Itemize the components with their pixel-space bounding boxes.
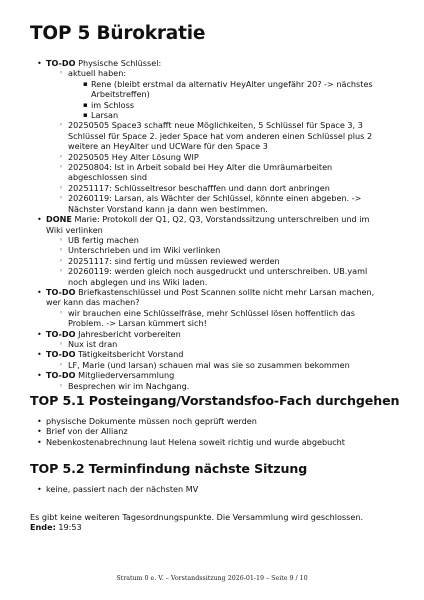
list-item [34, 214, 384, 287]
item-text: Rene (bleibt erstmal da alternativ HeyAlter ungefähr 20? -> nächstes Arbeitstreffen) [91, 78, 373, 100]
item-text: Nebenkostenabrechnung laut Helena soweit richtig und wurde abgebucht [46, 436, 345, 447]
item-text: im Schloss [91, 99, 135, 110]
item-text: 20260119: Larsan, als Wächter der Schlüssel, könnte einen abgeben. -> Nächster Vorstand kann ja dann wen bestimmen. [68, 193, 362, 214]
item-text: wir brauchen eine Schlüsselfräse, mehr Schlüssel lösen hoffentlich das Problem. -> Larsan kümmert sich! [68, 307, 355, 329]
item-text: UB fertig machen [68, 234, 139, 245]
item-text: Brief von der Allianz [46, 426, 128, 437]
sub-list-item [58, 339, 384, 349]
sub-sub-list-item [82, 110, 384, 120]
sub-list-item [58, 68, 384, 120]
list-item [34, 58, 384, 214]
sub-list-item [58, 256, 384, 266]
list-item [34, 349, 384, 370]
page-footer: Stratum 0 e. V. – Vorstandssitzung 2026-01-19 – Seite 9 / 10 [116, 575, 308, 582]
top52-list [34, 484, 384, 494]
top5-list [34, 58, 384, 391]
sub-list-item [58, 152, 384, 162]
item-text: 20250804: Ist in Arbeit sobald bei Hey Alter die Umräumarbeiten abgeschlossen sind [68, 162, 333, 183]
sub-list-item [58, 360, 384, 370]
item-text: keine, passiert nach der nächsten MV [46, 484, 199, 494]
item-text: Nux ist dran [68, 338, 118, 349]
sub-list-item [58, 266, 384, 287]
item-text: Jahresbericht vorbereiten [75, 328, 181, 339]
item-text: 20260119: werden gleich noch ausgedruckt und unterschreiben. UB.yaml noch abglegen und ins Wiki laden. [68, 266, 368, 287]
item-text: 20250505 Space3 schafft neue Möglichkeiten, 5 Schlüssel für Space 3, 3 Schlüssel für Space 2. jeder Space hat vom anderen einen Schlüssel plus 2 weitere an HeyAlter und UCWare für den Space 3 [68, 120, 373, 152]
item-text: Larsan [91, 110, 119, 121]
list-item [34, 287, 384, 329]
sub-list-item [58, 162, 384, 183]
sub-list-item [58, 183, 384, 193]
item-text: Besprechen wir im Nachgang. [68, 380, 190, 391]
list-item [34, 329, 384, 350]
status-label: TO-DO [46, 58, 76, 68]
section-title-top5: TOP 5 Bürokratie [30, 23, 206, 44]
item-text: Unterschrieben und im Wiki verlinken [68, 245, 221, 256]
item-text: 20250505 Hey Alter Lösung WIP [68, 151, 199, 162]
status-label: TO-DO [46, 349, 76, 360]
closing-text: Es gibt keine weiteren Tagesordnungspunkte. Die Versammlung wird geschlossen. [30, 512, 364, 522]
item-text: Marie: Protokoll der Q1, Q2, Q3, Vorstandssitzung unterschreiben und im Wiki verlinken [46, 214, 370, 235]
sub-list-item [58, 308, 384, 329]
list-item [34, 426, 384, 436]
end-time [30, 522, 390, 532]
status-label: DONE [46, 214, 72, 225]
end-label: Ende: [30, 522, 56, 532]
sub-list-item [58, 245, 384, 255]
sub-sub-list-item [82, 100, 384, 110]
status-label: TO-DO [46, 286, 76, 297]
item-text: aktuell haben: [68, 68, 127, 79]
top51-list [34, 416, 384, 447]
status-label: TO-DO [46, 370, 76, 381]
end-time-value: 19:53 [55, 522, 82, 532]
item-text: Briefkastenschlüssel und Post Scannen sollte nicht mehr Larsan machen, wer kann das machen? [46, 286, 375, 308]
item-text: Tätigkeitsbericht Vorstand [75, 349, 184, 360]
item-text: 20251117: sind fertig und müssen reviewed werden [68, 255, 280, 266]
sub-list-item [58, 381, 384, 391]
list-item [34, 437, 384, 447]
section-title-top52: TOP 5.2 Terminfindung nächste Sitzung [30, 461, 308, 476]
item-text: Physische Schlüssel: [75, 58, 162, 68]
list-item [34, 416, 384, 426]
item-text: Mitgliederversammlung [75, 370, 175, 381]
sub-list-item [58, 235, 384, 245]
list-item [34, 370, 384, 391]
item-text: LF, Marie (und larsan) schauen mal was sie so zusammen bekommen [68, 359, 350, 370]
status-label: TO-DO [46, 328, 76, 339]
sub-list-item [58, 193, 384, 214]
sub-list-item [58, 120, 384, 151]
item-text: physische Dokumente müssen noch geprüft werden [46, 416, 257, 426]
item-text: 20251117: Schlüsseltresor beschafffen und dann dort anbringen [68, 182, 330, 193]
section-title-top51: TOP 5.1 Posteingang/Vorstandsfoo-Fach durchgehen [30, 393, 400, 408]
sub-sub-list-item [82, 79, 384, 100]
list-item [34, 484, 384, 494]
